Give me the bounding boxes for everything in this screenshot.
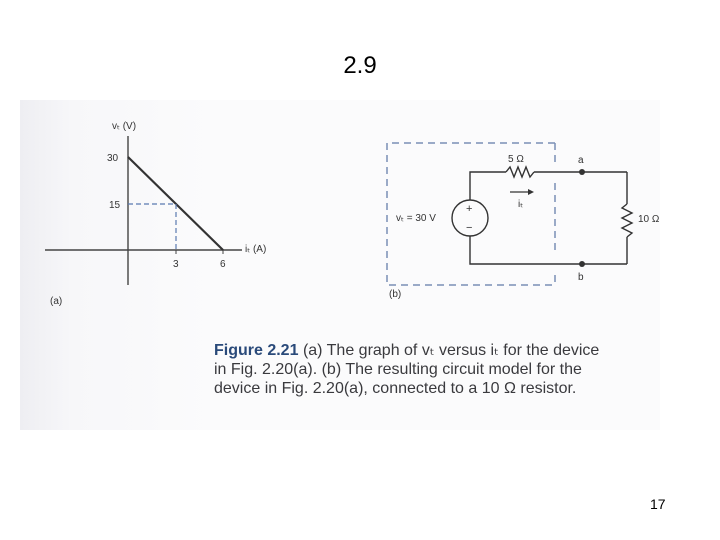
resistor-10ohm xyxy=(622,204,632,237)
vt-it-graph xyxy=(45,121,266,307)
node-a-label: a xyxy=(578,155,584,166)
x-axis-label: iₜ (A) xyxy=(245,244,267,255)
node-a-dot xyxy=(579,169,585,175)
series-resistor-label: 5 Ω xyxy=(508,154,524,165)
load-resistor-label: 10 Ω xyxy=(638,214,660,225)
resistor-5ohm xyxy=(506,167,534,177)
panel-label-a: (a) xyxy=(50,296,63,307)
figure-label: Figure 2.21 xyxy=(214,342,299,359)
node-b-dot xyxy=(579,261,585,267)
x-tick-3: 3 xyxy=(173,259,179,270)
circuit-diagram xyxy=(387,143,660,300)
y-axis-label: vₜ (V) xyxy=(112,121,137,132)
x-tick-6: 6 xyxy=(220,259,226,270)
current-arrow-head xyxy=(528,189,534,195)
wire-source-top xyxy=(470,172,506,200)
y-tick-15: 15 xyxy=(109,200,121,211)
current-label: iₜ xyxy=(518,199,524,210)
slide-title: 2.9 xyxy=(343,52,377,79)
source-label: vₜ = 30 V xyxy=(396,213,436,224)
figure-caption xyxy=(214,341,614,398)
node-b-label: b xyxy=(578,272,584,283)
panel-label-b: (b) xyxy=(389,289,402,300)
source-plus-sign: + xyxy=(466,203,473,215)
caption-text: (a) The graph of vₜ versus iₜ for the device in Fig. 2.20(a). (b) The resulting circuit model for the device in Fig. 2.20(a), connected to a 10 Ω resistor. xyxy=(214,342,600,397)
wire-bottom xyxy=(470,236,627,264)
y-tick-30: 30 xyxy=(107,153,119,164)
page-number: 17 xyxy=(650,496,666,512)
source-minus-sign: − xyxy=(466,222,473,234)
